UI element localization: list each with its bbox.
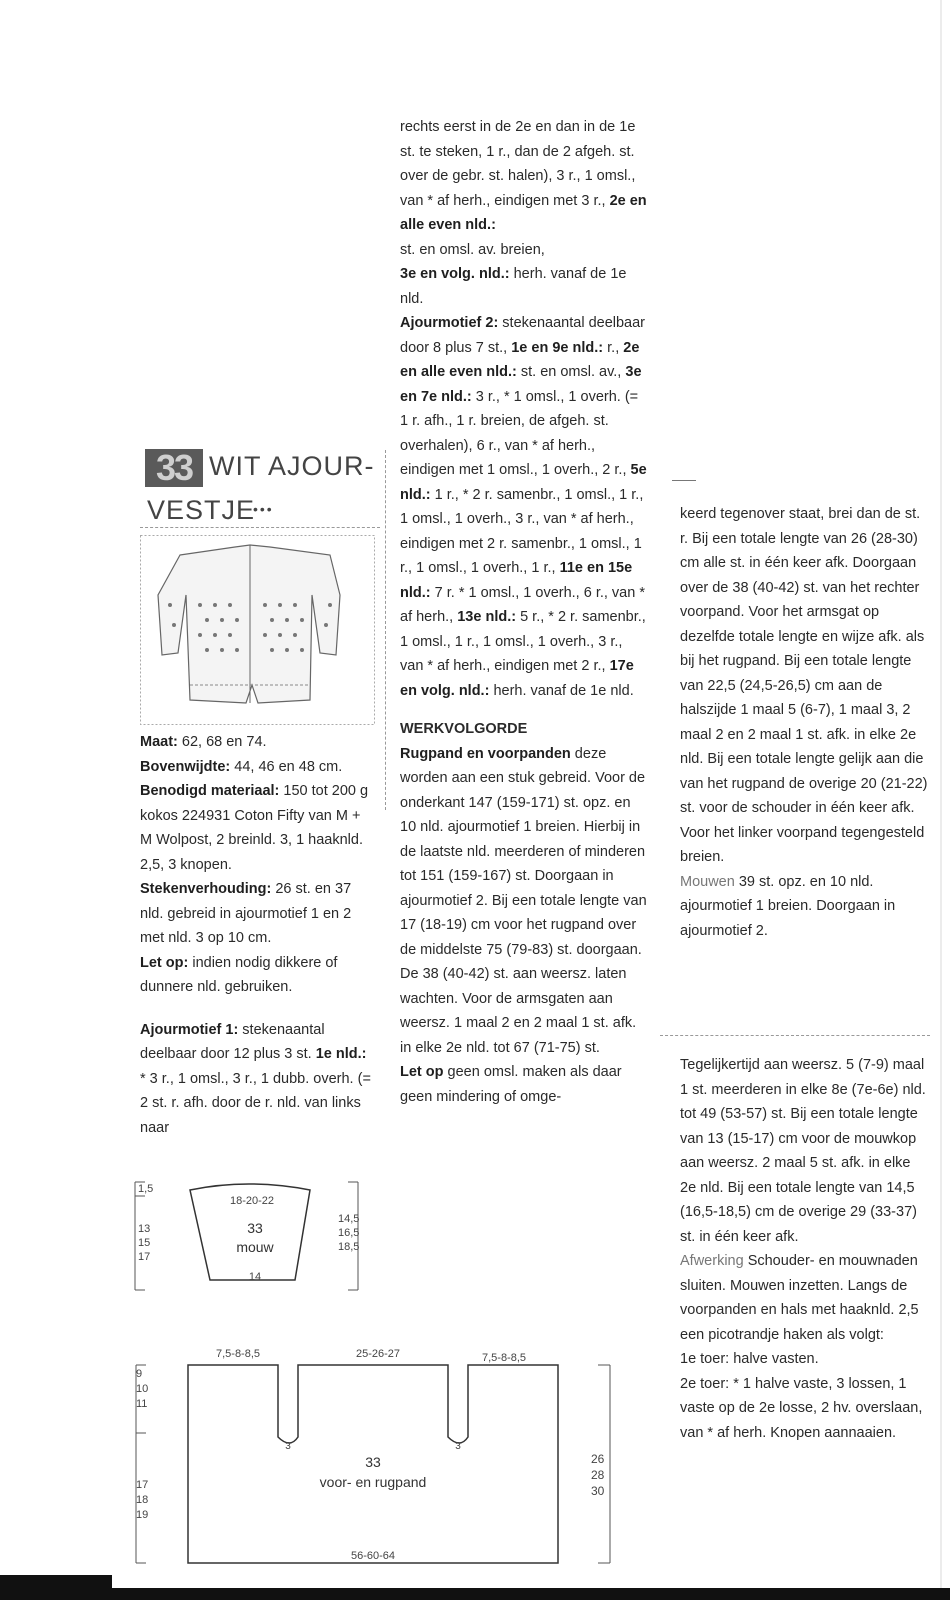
text: 62, 68 en 74. (177, 734, 267, 750)
text: 26 st. en 37 nld. gebreid in ajourmotief 1 en 2 met nld. 3 op 10 cm. (140, 881, 352, 946)
sleeve-top-width: 18-20-22 (229, 1195, 275, 1207)
text: 1 r., * 2 r. samenbr., 1 omsl., 1 r., 1 omsl., 1 overh., 3 r., van * af herh., eindigen met 2 r. samenbr., 1 omsl., 1 r., 1 omsl., 1 overh., 1 r., (400, 486, 644, 576)
right-column-mark (672, 480, 696, 481)
werkvolgorde-heading: WERKVOLGORDE (400, 721, 528, 737)
body-bottom-width: 56-60-64 (350, 1550, 396, 1562)
title-rule (140, 527, 380, 528)
spacer (140, 1000, 375, 1018)
label: 2e toer: (680, 1375, 730, 1392)
label: Ajourmotief 1: (140, 1021, 239, 1038)
body-dim-19: 19 (136, 1509, 149, 1521)
body-label: voor- en rugpand (319, 1474, 427, 1490)
text: 39 st. opz. en 10 nld. ajourmotief 1 breien. Doorgaan in ajourmotief 2. (680, 873, 896, 939)
sleeve-height-16-5: 16,5 (338, 1227, 360, 1239)
text: herh. vanaf de 1e nld. (489, 682, 634, 699)
sleeve-height-18-5: 18,5 (338, 1241, 360, 1253)
body-diagram (128, 1345, 628, 1575)
text: stekenaantal deelbaar door 12 plus 3 st. (140, 1021, 325, 1062)
body-dim-11: 11 (136, 1398, 148, 1410)
werkvolgorde-paragraph (400, 742, 648, 1110)
text: 3 r., * 1 omsl., 1 overh. (= 1 r. afh., 1 r. breien, de afgeh. st. overhalen), 6 r., van * af herh., eindigen met 1 omsl., 1 overh., 2 r., (400, 388, 639, 478)
mouwen-paragraph (680, 870, 930, 944)
toer-2 (680, 1372, 930, 1446)
sleeve-bottom-width: 14 (248, 1271, 262, 1283)
body-dim-10: 10 (136, 1383, 149, 1395)
sleeve-dim-1-5: 1,5 (138, 1183, 154, 1195)
body-top-left-width: 7,5-8-8,5 (215, 1348, 261, 1360)
left-paragraph (140, 730, 375, 1000)
body-dim-18: 18 (136, 1494, 149, 1506)
ajourmotief-1-paragraph (140, 1018, 375, 1141)
body-center-number: 33 (365, 1454, 381, 1470)
left-column (140, 730, 375, 1140)
body-dim-9: 9 (136, 1368, 143, 1380)
label: Let op: (140, 954, 189, 971)
toer-1 (680, 1347, 930, 1372)
cardigan-illustration (140, 535, 375, 725)
page-edge (940, 0, 942, 1600)
middle-paragraph (400, 115, 648, 703)
cardigan-shape (158, 545, 340, 703)
difficulty-rating: ••• (253, 501, 274, 517)
label: Mouwen (680, 873, 735, 890)
right-column-divider (660, 1035, 930, 1036)
label: 1e en 9e nld.: (511, 339, 604, 356)
label: Benodigd materiaal: (140, 783, 280, 799)
text: halve vasten. (729, 1351, 819, 1367)
text: r., (603, 339, 624, 356)
label: 5e nld.: (400, 462, 647, 503)
title-line-1: WIT AJOUR- (209, 451, 375, 481)
text: herh. vanaf de 1e nld. (400, 266, 627, 307)
label: Bovenwijdte: (140, 758, 231, 775)
scan-bottom-edge (0, 1588, 950, 1600)
body-dim-17: 17 (136, 1479, 149, 1491)
body-top-right-width: 7,5-8-8,5 (481, 1352, 527, 1364)
label: Stekenverhouding: (140, 881, 272, 897)
pattern-number: 33 (145, 449, 203, 487)
armhole-right-label: 3 (455, 1441, 461, 1452)
text: rechts eerst in de 2e en dan in de 1e st. te steken, 1 r., dan de 2 afgeh. st. over de gebr. st. halen), 3 r., 1 omsl., van * af herh., eindigen met 3 r., (400, 119, 636, 209)
sleeve-label: mouw (236, 1239, 274, 1255)
text: 5 r., * 2 r. samenbr., 1 omsl., 1 r., 1 omsl., 1 overh., 3 r., van * af herh., eindigen met 2 r., (400, 609, 646, 674)
right-column-bottom (680, 1053, 930, 1445)
sleeve-dim-17: 17 (138, 1251, 151, 1263)
text: deze worden aan een stuk gebreid. Voor de onderkant 147 (159-171) st. opz. en 10 nld. ajourmotief 1 breien. Hierbij in de laatste nld. meerderen of minderen tot 151 (159-167) st. Doorgaan in ajourmotief 2. Bij een totale lengte van 17 (18-19) cm voor het rugpand over de middelste 75 (79-83) st. doorgaan. De 38 (40-42) st. aan weersz. laten wachten. Voor de armsgaten aan weersz. 1 maal 2 en 2 maal 1 st. afk. in elke 2e nld. tot 67 (71-75) st. (400, 745, 647, 1056)
label: 3e en volg. nld.: (400, 266, 510, 282)
text: geen omsl. maken als daar geen mindering of omge- (400, 1064, 622, 1105)
label: 13e nld.: (457, 609, 517, 625)
sleeve-height-14-5: 14,5 (338, 1213, 360, 1225)
label: Let op (400, 1064, 444, 1080)
text: 150 tot 200 g kokos 224931 Coton Fifty van M + M Wolpost, 2 breinld. 3, 1 haaknld. 2,5, 3 knopen. (140, 783, 369, 873)
label: Afwerking (680, 1253, 744, 1269)
text: * 3 r., 1 omsl., 3 r., 1 dubb. overh. (= 2 st. r. afh. door de r. nld. van links naar (140, 1070, 371, 1136)
label: 17e en volg. nld.: (400, 658, 634, 699)
text: keerd tegenover staat, brei dan de st. r. Bij een totale lengte van 26 (28-30) cm alle st. in één keer afk. Doorgaan over de 38 (40-42) st. van het rechter voorpand. Voor het armsgat op dezelfde totale lengte en wijze afk. als bij het rugpand. Bij een totale lengte van 22,5 (24,5-26,5) cm aan de halszijde 1 maal 5 (6-7), 1 maal 3, 2 maal 2 en 2 maal 1 st. afk. in elke 2e nld. Bij een totale lengte gelijk aan die van het rugpand de overige 20 (21-22) st. voor de schouder in één keer afk. Voor het linker voorpand tegengesteld breien. (680, 506, 928, 865)
text: 7 r. * 1 omsl., 1 overh., 6 r., van * af herh., (400, 584, 645, 625)
label: 2e en alle even nld.: (400, 339, 640, 380)
text: 44, 46 en 48 cm. (230, 758, 343, 775)
label: 3e en 7e nld.: (400, 364, 642, 405)
title-line-2: VESTJE (147, 495, 256, 525)
text: Schouder- en mouwnaden sluiten. Mouwen inzetten. Langs de voorpanden en hals met haaknld. 2,5 een picotrandje haken als volgt: (680, 1253, 919, 1343)
label: 2e en alle even nld.: (400, 192, 647, 233)
middle-column (400, 115, 648, 1109)
text: Tegelijkertijd aan weersz. 5 (7-9) maal 1 st. meerderen in elke 8e (7e-6e) nld. tot 49 (53-57) st. Bij een totale lengte van 13 (15-17) cm voor de mouwkop aan weersz. 2 maal 5 st. afk. in elke 2e nld. Bij een totale lengte van 14,5 (16,5-18,5) cm de overige 29 (33-37) st. in één keer afk. (680, 1057, 926, 1245)
afwerking-paragraph (680, 1249, 930, 1347)
armhole-left-label: 3 (285, 1441, 291, 1452)
text: stekenaantal deelbaar door 8 plus 7 st., (400, 315, 646, 356)
right-column-top (680, 502, 930, 943)
right-paragraph-1 (680, 502, 930, 870)
text: * 1 halve vaste, 3 lossen, 1 vaste op de 2e losse, 2 hv. overslaan, van * af herh. Knopen aannaaien. (680, 1375, 923, 1441)
right-paragraph-2 (680, 1053, 930, 1249)
label: Rugpand en voorpanden (400, 745, 571, 762)
body-length-28: 28 (591, 1468, 605, 1482)
sleeve-dim-15: 15 (138, 1237, 151, 1249)
sleeve-diagram (130, 1180, 375, 1295)
body-top-middle-width: 25-26-27 (355, 1348, 401, 1360)
text: indien nodig dikkere of dunnere nld. gebruiken. (140, 954, 338, 995)
text: st. en omsl. av., (516, 364, 626, 380)
body-length-26: 26 (591, 1452, 605, 1466)
body-length-30: 30 (591, 1484, 605, 1498)
column-divider (385, 450, 386, 810)
label: 1e toer: (680, 1351, 730, 1367)
label: Maat: (140, 734, 178, 750)
text: st. en omsl. av. breien, (400, 241, 545, 258)
label: Ajourmotief 2: (400, 315, 499, 331)
sleeve-center-number: 33 (247, 1220, 263, 1236)
sleeve-dim-13: 13 (138, 1223, 151, 1235)
scan-corner-shadow (0, 1575, 112, 1600)
label: 11e en 15e nld.: (400, 560, 633, 601)
label: 1e nld.: (315, 1046, 367, 1062)
